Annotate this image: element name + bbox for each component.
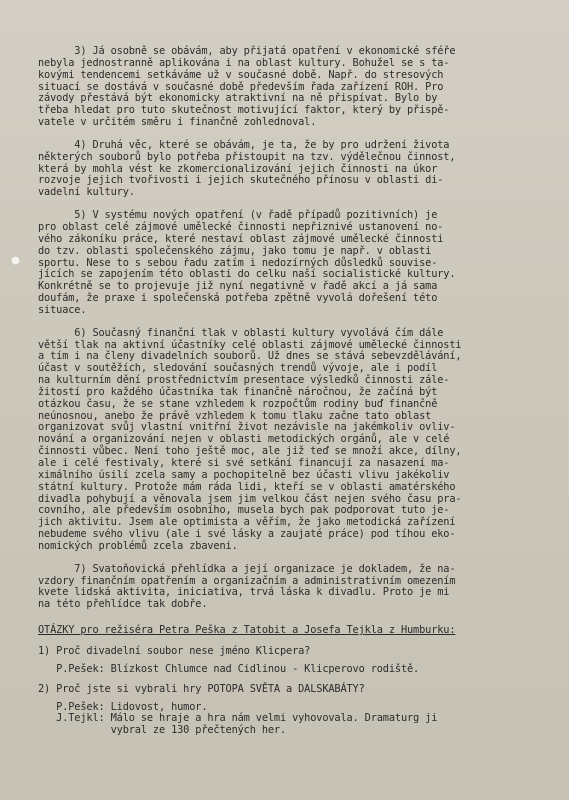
text-line: 6) Současný finanční tlak v oblasti kultury vyvolává čím dále [38,326,444,339]
question-text: 2) Proč jste si vybrali hry POTOPA SVĚTA a DALSKABÁTY? [38,682,365,695]
text-line: nování a organizování nejen v oblasti metodických orgánů, ale v celé [38,433,450,446]
text-line: větší tlak na aktivní účastníky celé oblasti zájmové umělecké činnosti [38,338,462,351]
text-line: státní kultury. Protože mám ráda lidi, kteří se v oblasti amatérského [38,480,456,493]
text-line: třeba hledat pro tuto skutečnost motivující faktor, který by přispě- [38,104,450,117]
text-line: 4) Druhá věc, které se obávám, je ta, že by pro udržení života [38,138,450,151]
text-line: ximálního úsilí zcela samy a pochopitelně bez účasti vlivu jakékoliv [38,468,450,481]
text-line: covního, ale především osobního, musela bych pak podporovat tuto je- [38,504,450,517]
question-text: 1) Proč divadelní soubor nese jméno Klicpera? [38,644,311,657]
text-line: nomických problémů zcela zbaveni. [38,539,238,552]
text-line: na této přehlídce tak dobře. [38,598,208,611]
text-line: vého zákoníku práce, které nestaví oblast zájmové umělecké činnosti [38,232,444,245]
text-line: kovými tendencemi setkáváme už v současné době. Např. do stresových [38,68,444,81]
text-line: Konkrétně se to projevuje již nyní negativně v řadě akcí a já sama [38,280,438,293]
questions-section [38,625,548,737]
text-line: divadla pohybují a věnovala jsem jim velkou část nejen svého času pra- [38,492,462,505]
text-line: situace. [38,303,87,316]
paragraph-5 [38,210,548,317]
text-line: neúnosnou, anebo že právě vzhledem k tomu tlaku začne tato oblast [38,409,432,422]
question-item [38,646,548,676]
text-line: činnosti vůbec. Není toho ještě moc, ale již teď se množí akce, dílny, [38,445,462,458]
text-line: 5) V systému nových opatření (v řadě případů pozitivních) je [38,209,438,222]
text-line: organizovat svůj vlastní vnitřní život nezávisle na jakémkoliv ovliv- [38,421,456,434]
text-line: 7) Svatoňovická přehlídka a její organizace je dokladem, že na- [38,562,456,575]
text-line: doufám, že praxe i společenská potřeba zpětně vyvolá dořešení této [38,292,438,305]
text-line: na kulturním dění prostřednictvím presentace výsledků činnosti zále- [38,374,450,387]
questions-heading: OTÁZKY pro režiséra Petra Peška z Tatobit a Josefa Tejkla z Humburku: [38,624,456,637]
text-line: nebyla jednostranně aplikována i na oblast kultury. Bohužel se s ta- [38,56,450,69]
text-line: pro oblast celé zájmové umělecké činnosti nepřiznivé ustanovení no- [38,220,444,233]
text-line: účast v soutěžích, sledování současných trendů vývoje, ale i podíl [38,362,438,375]
text-line: a tím i na členy divadelních souborů. Už dnes se stává sebevzdělávání, [38,350,462,363]
text-line: která by mohla vést ke zkomercionalizování jejich činnosti na úkor [38,162,438,175]
text-line: jich aktivitu. Jsem ale optimista a věřím, že jako metodická zařízení [38,516,456,529]
answer-text: vybral ze 130 přečtených her. [38,724,287,737]
question-item [38,684,548,737]
punch-hole [11,256,20,265]
text-line: žitostí pro každého účastníka tak finančně náročnou, že začíná být [38,385,438,398]
text-line: nebudeme svého vlivu (ale i své lásky a zaujaté práce) pod tíhou eko- [38,528,456,541]
answer-text: P.Pešek: Lidovost, humor. [38,700,208,713]
text-line: vatele v určitém směru i finančně zohlednoval. [38,116,317,129]
text-line: do tzv. oblasti společenského zájmu, jako tomu je např. v oblasti [38,244,432,257]
text-line: závody přestává být ekonomicky atraktivní na ně přispívat. Bylo by [38,92,438,105]
text-line: sportu. Nese to s sebou řadu zatím i nedozírných důsledků souvise- [38,256,438,269]
text-line: otázkou času, že se stane vzhledem k rozpočtům rodiny buď finančně [38,397,438,410]
text-line: rozvoje jejich tvořivosti i jejich skutečného přínosu v oblasti di- [38,174,444,187]
document-text [38,46,548,737]
text-line: jících se zapojením této oblasti do celku naší socialistické kultury. [38,268,456,281]
text-line: situací se dostává v současné době především řada zařízení ROH. Pro [38,80,444,93]
paragraph-4 [38,140,548,199]
paragraph-3 [38,46,548,129]
paragraph-6 [38,328,548,553]
answer-text: P.Pešek: Blízkost Chlumce nad Cidlinou - Klicperovo rodiště. [38,662,420,675]
paragraph-7 [38,564,548,611]
text-line: kvete lidská aktivita, iniciativa, trvá láska k divadlu. Proto je mi [38,586,450,599]
text-line: některých souborů bylo potřeba přistoupit na tzv. výdělečnou činnost, [38,150,456,163]
text-line: ale i celé festivaly, které si své setkání financují za nasazení ma- [38,457,450,469]
text-line: 3) Já osobně se obávám, aby přijatá opatření v ekonomické sféře [38,45,456,57]
text-line: vadelní kultury. [38,186,135,199]
text-line: vzdory finančním opatřením a organizačním a administrativním omezením [38,574,456,587]
answer-text: J.Tejkl: Málo se hraje a hra nám velmi vyhovovala. Dramaturg ji [38,712,438,725]
